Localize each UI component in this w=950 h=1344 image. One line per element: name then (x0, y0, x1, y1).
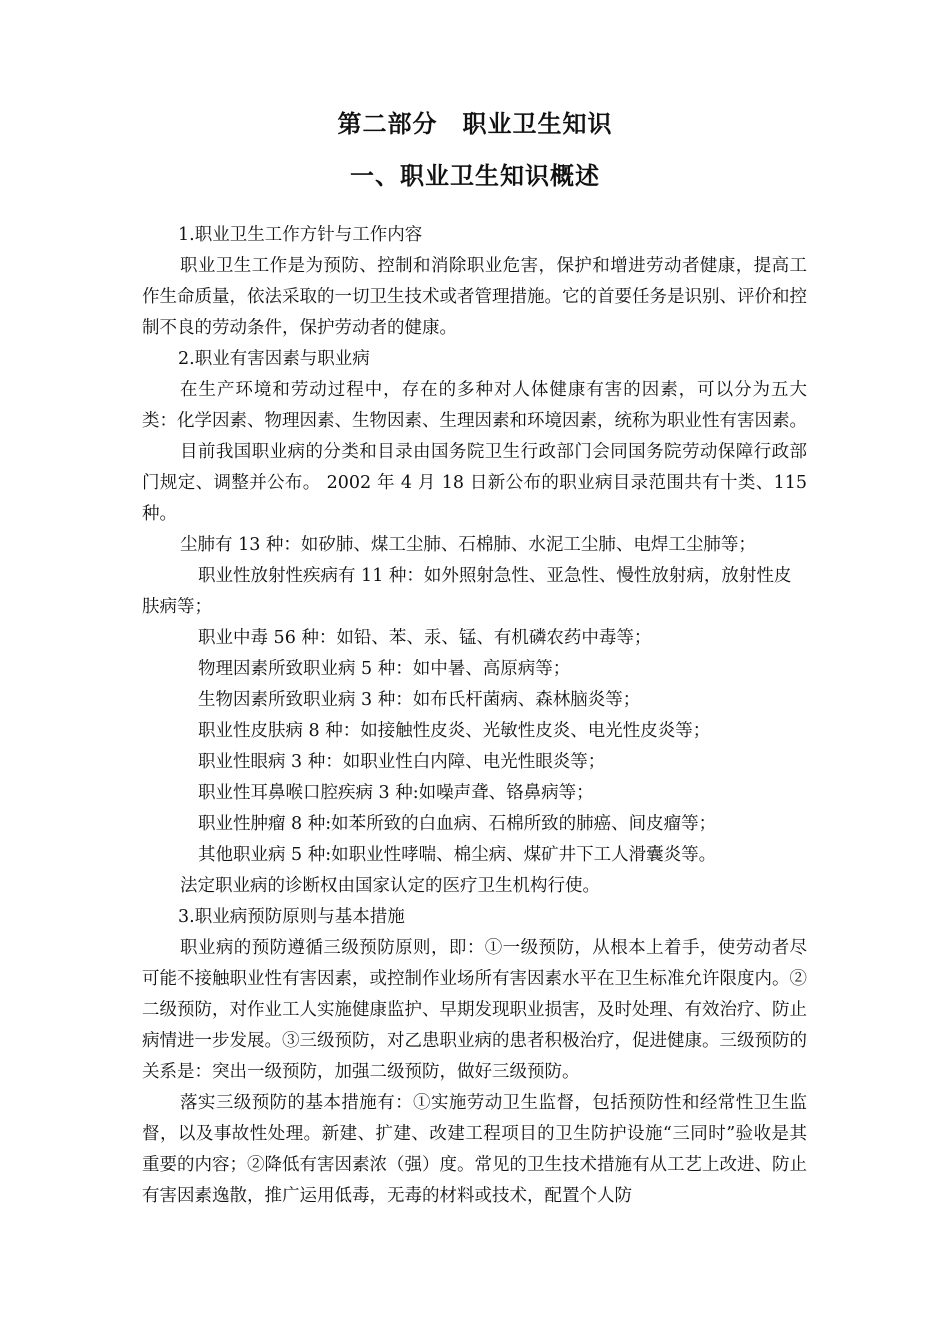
disease-list-item: 职业中毒 56 种：如铅、苯、汞、锰、有机磷农药中毒等； (198, 628, 652, 648)
paragraph: 法定职业病的诊断权由国家认定的医疗卫生机构行使。 (180, 876, 600, 896)
paragraph: 职业病的预防遵循三级预防原则，即：①一级预防，从根本上着手，使劳动者尽可能不接触职业性有害因素，或控制作业场所有害因素水平在卫生标准允许限度内。②二级预防，对作业工人实施健康监护、早期发现职业损害，及时处理、有效治疗、防止病情进一步发展。③三级预防，对乙患职业病的患者积极治疗，促进健康。三级预防的关系是：突出一级预防，加强二级预防，做好三级预防。 (142, 938, 807, 1082)
document-body (142, 220, 807, 1212)
disease-list-item: 职业性耳鼻喉口腔疾病 3 种:如噪声聋、铬鼻病等； (198, 783, 594, 803)
disease-list-item: 其他职业病 5 种:如职业性哮喘、棉尘病、煤矿井下工人滑囊炎等。 (198, 845, 717, 865)
part-title: 第二部分 职业卫生知识 (337, 110, 613, 138)
subsection-heading-2: 2.职业有害因素与职业病 (178, 349, 370, 369)
disease-list-item: 尘肺有 13 种：如矽肺、煤工尘肺、石棉肺、水泥工尘肺、电焊工尘肺等； (180, 535, 756, 555)
subsection-heading-3: 3.职业病预防原则与基本措施 (178, 907, 405, 927)
disease-list-item: 职业性肿瘤 8 种:如苯所致的白血病、石棉所致的肺癌、间皮瘤等； (198, 814, 717, 834)
disease-list-item: 职业性皮肤病 8 种：如接触性皮炎、光敏性皮炎、电光性皮炎等； (198, 721, 711, 741)
paragraph: 落实三级预防的基本措施有：①实施劳动卫生监督，包括预防性和经常性卫生监督，以及事故性处理。新建、扩建、改建工程项目的卫生防护设施“三同时”验收是其重要的内容；②降低有害因素浓（强）度。常见的卫生技术措施有从工艺上改进、防止有害因素逸散，推广运用低毒，无毒的材料或技术，配置个人防 (142, 1093, 807, 1206)
paragraph: 职业卫生工作是为预防、控制和消除职业危害，保护和增进劳动者健康，提高工作生命质量，依法采取的一切卫生技术或者管理措施。它的首要任务是识别、评价和控制不良的劳动条件，保护劳动者的健康。 (142, 256, 807, 338)
disease-list-item: 职业性眼病 3 种：如职业性白内障、电光性眼炎等； (198, 752, 606, 772)
disease-list-item: 生物因素所致职业病 3 种：如布氏杆菌病、森林脑炎等； (198, 690, 641, 710)
subsection-heading-1: 1.职业卫生工作方针与工作内容 (178, 225, 423, 245)
paragraph: 目前我国职业病的分类和目录由国务院卫生行政部门会同国务院劳动保障行政部门规定、调整并公布。 2002 年 4 月 18 日新公布的职业病目录范围共有十类、115 种。 (142, 442, 807, 524)
disease-list-item: 物理因素所致职业病 5 种：如中暑、高原病等； (198, 659, 571, 679)
section-title: 一、职业卫生知识概述 (350, 162, 600, 190)
paragraph: 在生产环境和劳动过程中，存在的多种对人体健康有害的因素，可以分为五大类：化学因素、物理因素、生物因素、生理因素和环境因素，统称为职业性有害因素。 (142, 380, 807, 431)
disease-list-item: 职业性放射性疾病有 11 种：如外照射急性、亚急性、慢性放射病，放射性皮肤病等； (142, 566, 792, 617)
